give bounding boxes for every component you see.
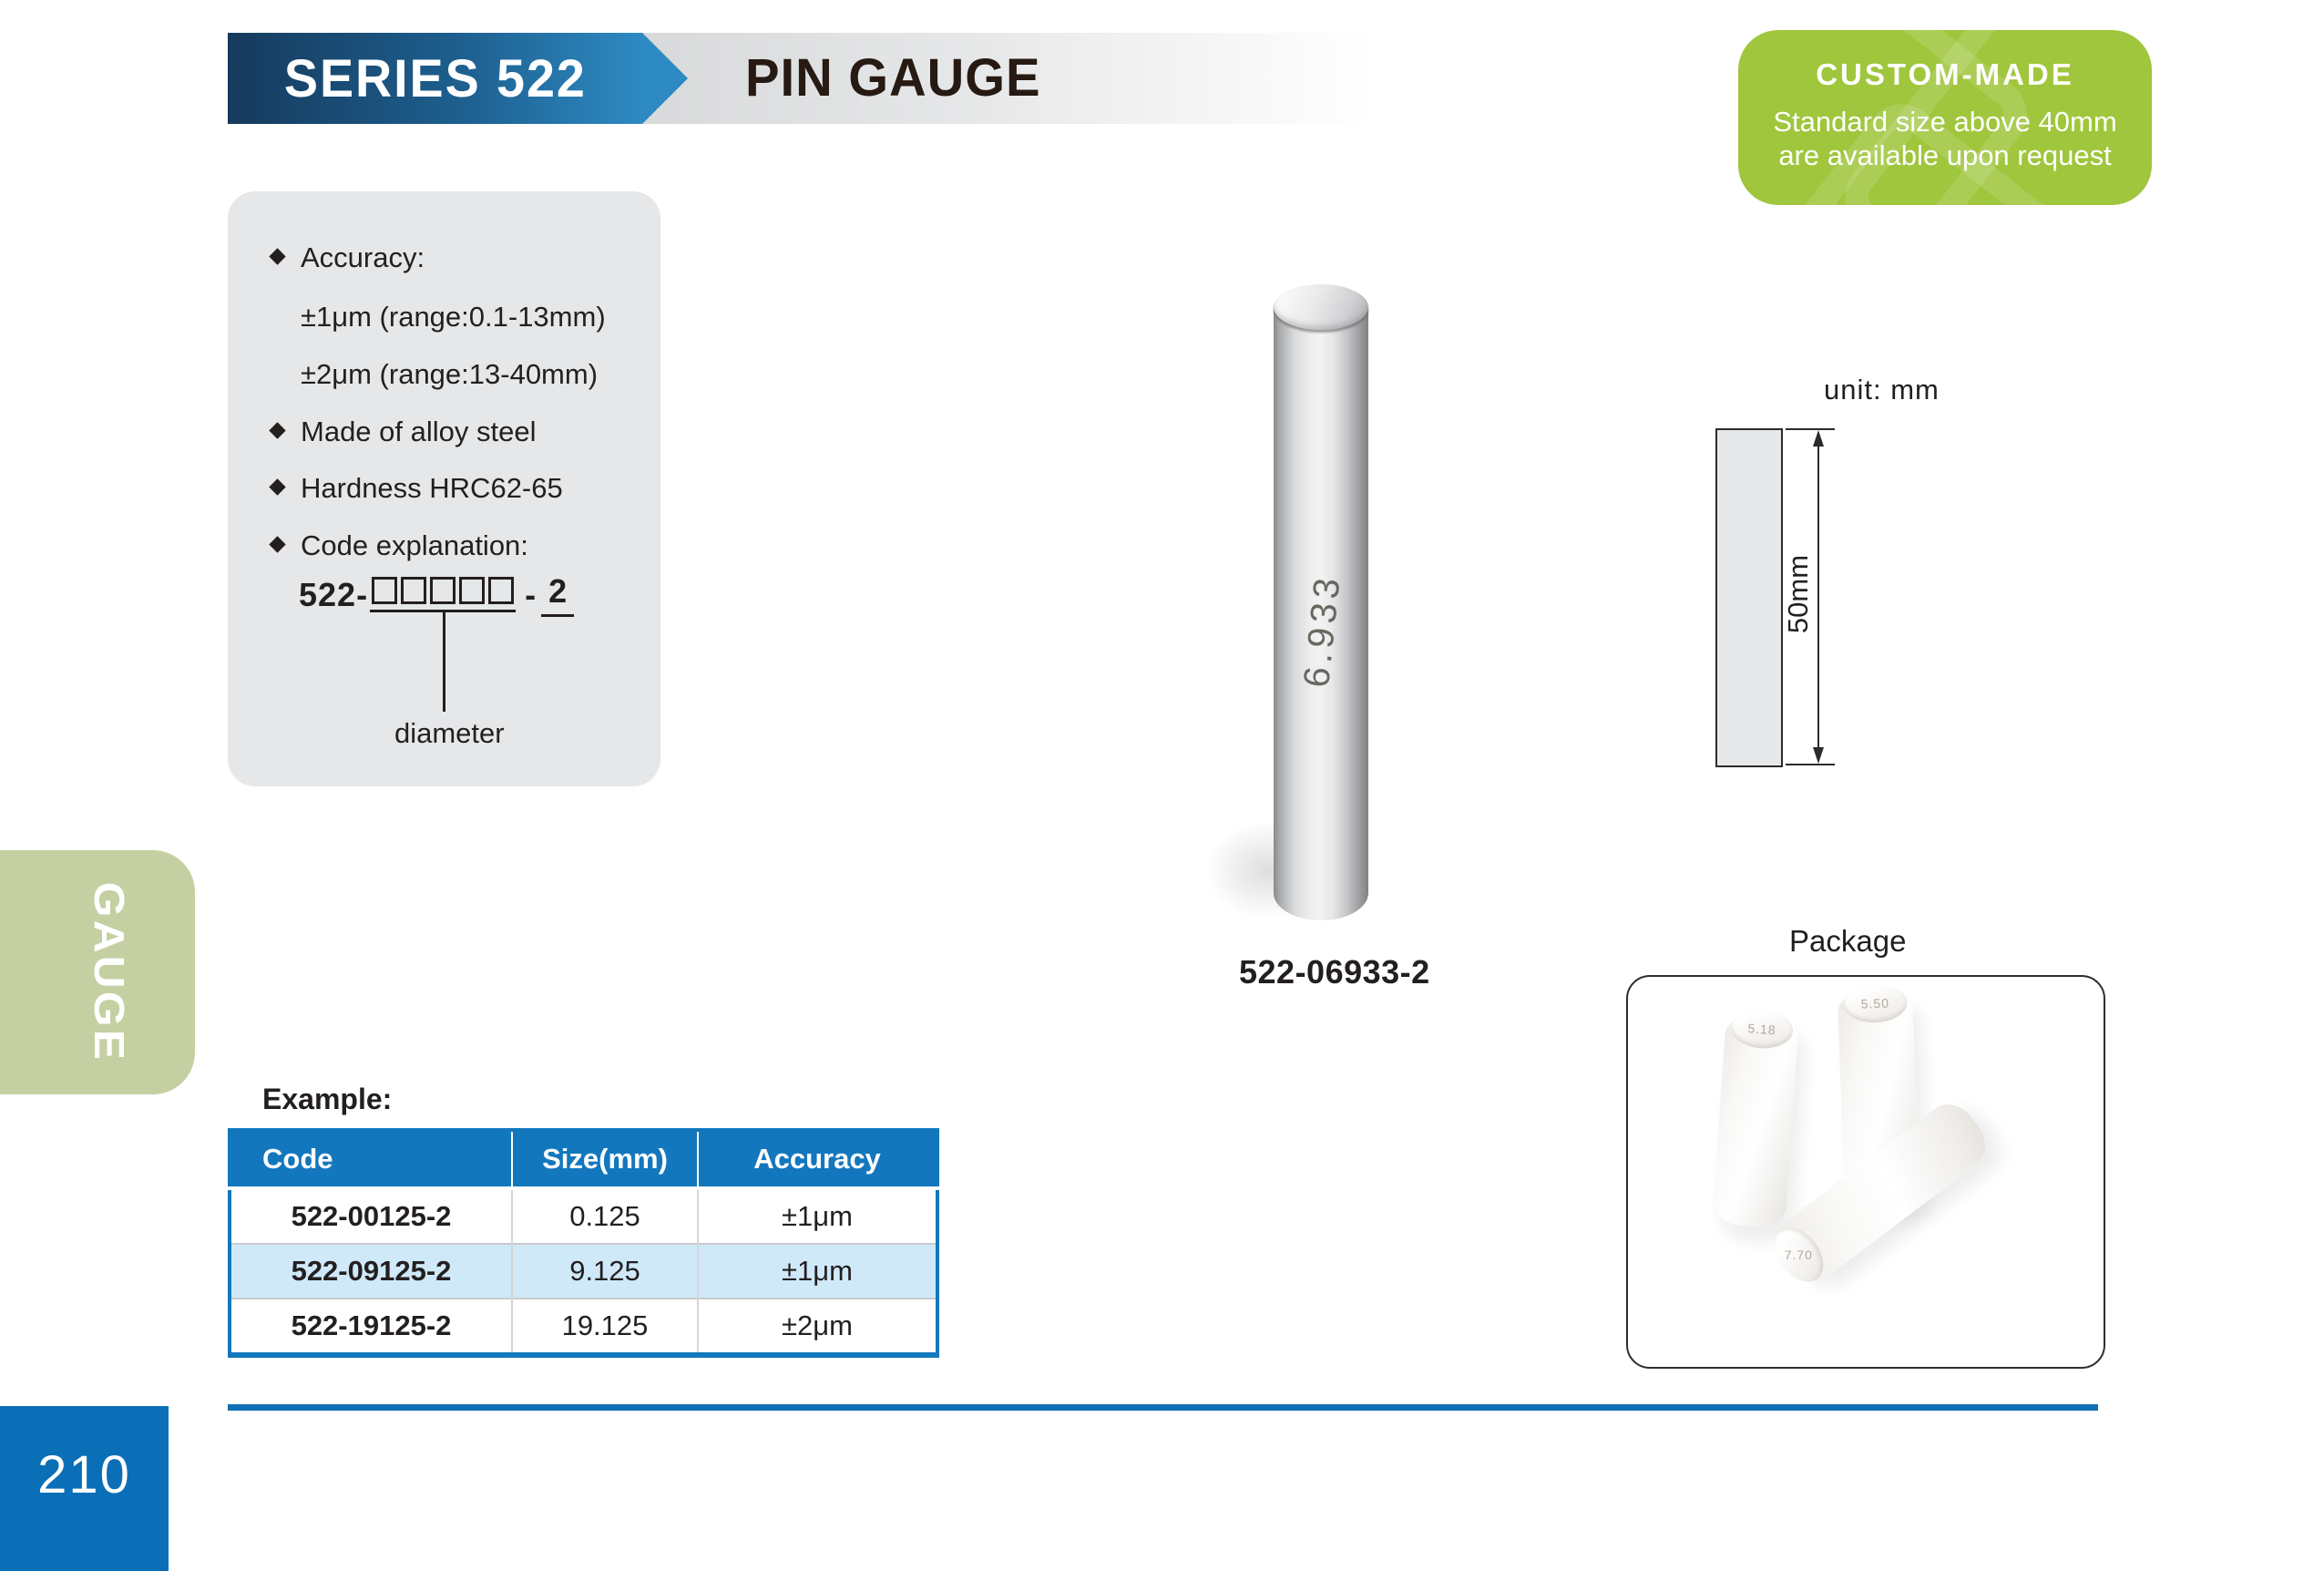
table-cell: 522-09125-2 <box>230 1244 512 1299</box>
table-cell: 9.125 <box>512 1244 698 1299</box>
pin-outline-drawing <box>1715 428 1783 767</box>
code-digit-box <box>372 577 397 604</box>
page-number-box <box>0 1406 169 1571</box>
series-banner <box>228 33 642 124</box>
code-digit-box <box>488 577 514 604</box>
tube-cap <box>1729 1008 1795 1051</box>
tube-cap-label: 5.18 <box>1746 1021 1777 1038</box>
code-callout-label: diameter <box>394 717 505 749</box>
footer-rule <box>228 1404 2098 1411</box>
series-banner-arrow-icon <box>642 33 688 124</box>
bullet-diamond-icon <box>269 478 285 495</box>
feature-label: Accuracy: <box>301 241 425 273</box>
arrow-down-icon <box>1813 747 1824 764</box>
table-cell: 19.125 <box>512 1299 698 1355</box>
pin-gauge-top-cap <box>1274 284 1368 330</box>
tube-cap <box>1842 983 1908 1023</box>
feature-label: Made of alloy steel <box>301 416 537 447</box>
tube-cap-label: 5.50 <box>1860 995 1890 1011</box>
package-label: Package <box>1789 924 1907 958</box>
table-cell: ±2μm <box>698 1299 937 1355</box>
bullet-diamond-icon <box>269 536 285 552</box>
tube-cap-label: 7.70 <box>1784 1247 1814 1262</box>
code-callout-line <box>443 610 445 712</box>
code-boxes <box>370 577 516 749</box>
feature-item <box>271 241 425 274</box>
extension-line <box>1786 428 1835 430</box>
table-cell: 0.125 <box>512 1188 698 1244</box>
badge-title: CUSTOM-MADE <box>1816 57 2074 91</box>
package-photo-frame <box>1626 975 2105 1369</box>
code-prefix: 522- <box>299 575 369 613</box>
section-tab-label: GAUGE <box>86 881 133 1063</box>
extension-line <box>1786 764 1835 765</box>
pin-caption: 522-06933-2 <box>1239 953 1430 991</box>
table-cell: ±1μm <box>698 1244 937 1299</box>
bullet-diamond-icon <box>269 248 285 264</box>
table-row <box>230 1299 937 1355</box>
pin-size-marking: 6.933 <box>1296 571 1348 690</box>
table-cell: 522-19125-2 <box>230 1299 512 1355</box>
table-cell: 522-00125-2 <box>230 1188 512 1244</box>
page-title: PIN GAUGE <box>745 48 1041 108</box>
feature-sub-item: ±2μm (range:13-40mm) <box>301 358 599 390</box>
table-row <box>230 1188 937 1244</box>
bullet-diamond-icon <box>269 422 285 438</box>
dimension-line <box>1817 436 1819 758</box>
table-row <box>230 1244 937 1299</box>
badge-text-line: Standard size above 40mm <box>1773 106 2117 138</box>
code-dash: - <box>525 575 537 613</box>
code-suffix: 2 <box>541 572 574 617</box>
feature-item <box>271 472 563 505</box>
feature-item <box>271 529 528 562</box>
example-table-body <box>230 1188 937 1355</box>
code-digit-box <box>401 577 426 604</box>
feature-label: Code explanation: <box>301 529 528 561</box>
section-tab-gauge <box>0 850 195 1094</box>
example-table-head-row <box>230 1130 937 1188</box>
features-panel <box>228 191 660 786</box>
page-number: 210 <box>37 1445 131 1504</box>
series-label: SERIES 522 <box>283 48 587 108</box>
tube-cap <box>1765 1219 1832 1291</box>
unit-label: unit: mm <box>1824 374 1940 406</box>
package-tube <box>1712 1012 1799 1228</box>
arrow-up-icon <box>1813 430 1824 447</box>
custom-made-badge <box>1738 30 2152 205</box>
table-cell: ±1μm <box>698 1188 937 1244</box>
column-header: Accuracy <box>698 1130 937 1188</box>
feature-sub-item: ±1μm (range:0.1-13mm) <box>301 301 606 333</box>
example-table <box>228 1128 939 1358</box>
code-digit-box <box>430 577 456 604</box>
feature-item <box>271 416 536 448</box>
code-explanation <box>299 572 574 749</box>
column-header: Code <box>230 1130 512 1188</box>
example-heading: Example: <box>262 1083 393 1115</box>
column-header: Size(mm) <box>512 1130 698 1188</box>
code-digit-box <box>459 577 485 604</box>
dimension-label: 50mm <box>1782 554 1814 634</box>
badge-text-line: are available upon request <box>1778 139 2112 171</box>
feature-label: Hardness HRC62-65 <box>301 472 563 504</box>
